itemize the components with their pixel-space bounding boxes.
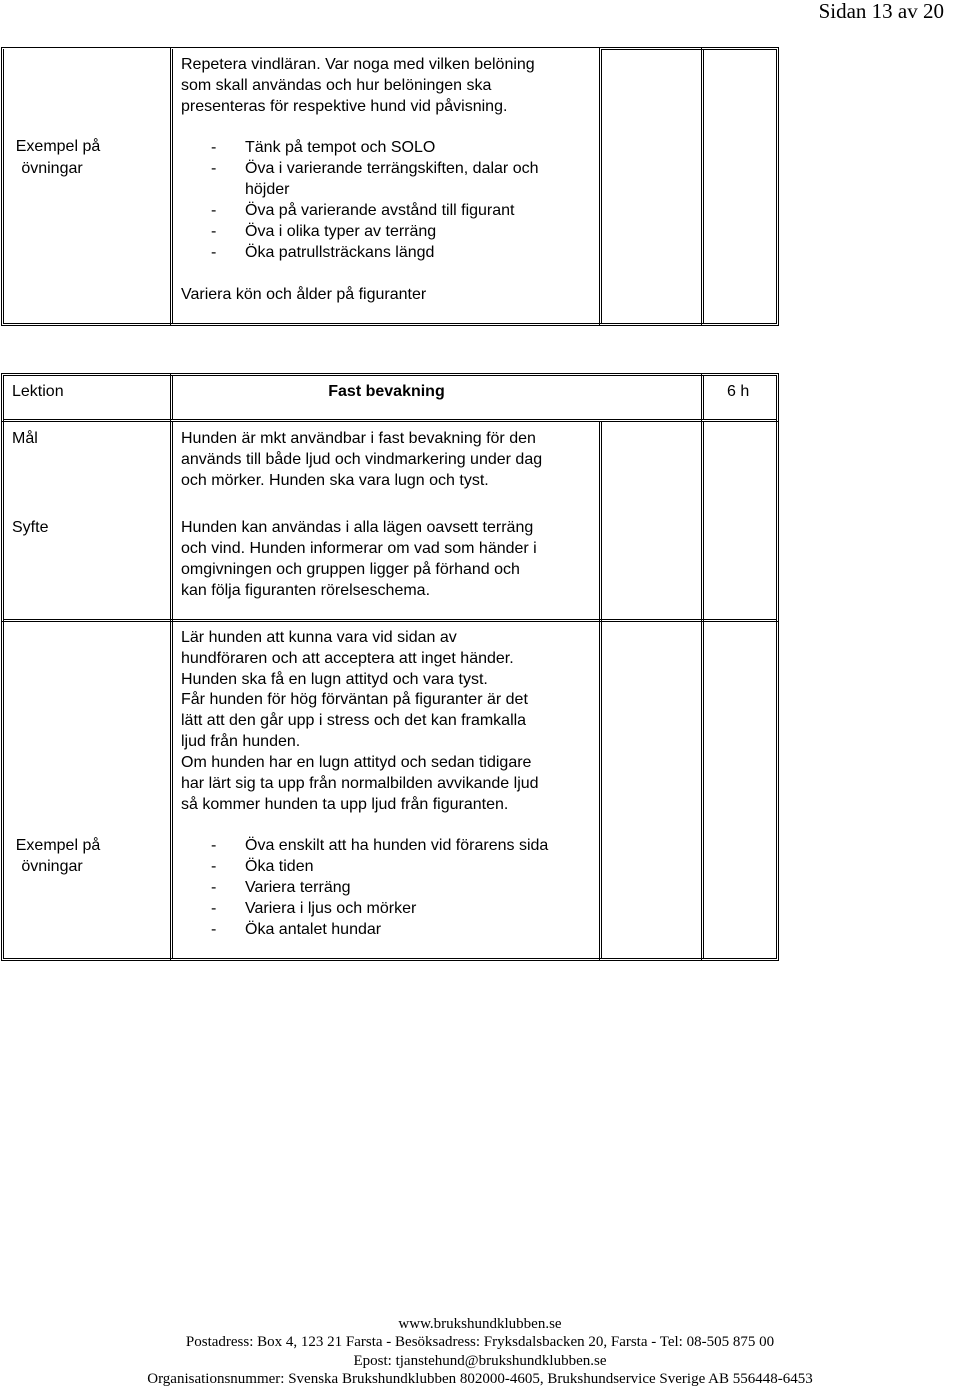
header-divider-2 bbox=[701, 373, 702, 422]
header-divider-2b bbox=[703, 375, 704, 420]
header-row-bottom-b bbox=[1, 421, 779, 422]
body-line: Om hunden har en lugn attityd och sedan tidigare bbox=[181, 754, 532, 771]
table-1-inner-bottom bbox=[3, 323, 777, 324]
body-line: Får hunden för hög förväntan på figuranter är det bbox=[181, 691, 528, 708]
body-divider-3b bbox=[703, 421, 704, 959]
table-1-inner-left bbox=[3, 49, 4, 324]
table-2-inner-bottom bbox=[3, 958, 777, 959]
table-1-col-divider-1 bbox=[170, 47, 171, 326]
row-separator bbox=[3, 619, 777, 620]
table-2-inner-right bbox=[776, 375, 777, 959]
body-line: så kommer hunden ta upp ljud från figuranten. bbox=[181, 796, 509, 813]
table-1-inner-right bbox=[776, 49, 777, 324]
syfte-line: Hunden kan användas i alla lägen oavsett terräng bbox=[181, 519, 534, 536]
footer-website: www.brukshundklubben.se bbox=[398, 1316, 562, 1332]
body-divider-2 bbox=[599, 421, 600, 961]
table-2-inner-top bbox=[3, 375, 777, 376]
mal-label: Mål bbox=[12, 430, 38, 447]
body-line: Hunden ska få en lugn attityd och vara tyst. bbox=[181, 671, 488, 688]
table-1-col-divider-2 bbox=[599, 47, 600, 326]
row-separator-b bbox=[1, 621, 779, 622]
footer-address: Postadress: Box 4, 123 21 Farsta - Besöksadress: Fryksdalsbacken 20, Farsta - Tel: 08-505 875 00 bbox=[185, 1334, 775, 1350]
exempel-label: Exempel på bbox=[15, 837, 101, 854]
lektion-label: Lektion bbox=[12, 383, 64, 400]
body-line: hundföraren och att acceptera att inget händer. bbox=[181, 650, 514, 667]
syfte-line: och vind. Hunden informerar om vad som händer i bbox=[181, 540, 537, 557]
syfte-label: Syfte bbox=[12, 519, 49, 536]
exercise-bullet-continuation: höjder bbox=[245, 181, 290, 198]
exempel-label: Exempel på bbox=[15, 138, 101, 155]
closing-line: Variera kön och ålder på figuranter bbox=[181, 286, 427, 303]
body-line: ljud från hunden. bbox=[181, 733, 301, 750]
mal-line: används till både ljud och vindmarkering under dag bbox=[181, 451, 543, 468]
body-divider-1b bbox=[172, 421, 173, 959]
intro-line: som skall användas och hur belöningen ska bbox=[181, 77, 492, 94]
table-1-col-divider-3b bbox=[703, 49, 704, 324]
syfte-line: kan följa figuranten rörelseschema. bbox=[181, 582, 431, 599]
header-divider-1 bbox=[170, 373, 171, 422]
ovningar-label: övningar bbox=[21, 160, 83, 177]
page-number: Sidan 13 av 20 bbox=[818, 0, 944, 23]
lesson-title: Fast bevakning bbox=[328, 383, 445, 400]
table-1-col-divider-2b bbox=[601, 49, 602, 324]
table-1-col-divider-1b bbox=[172, 49, 173, 324]
lesson-duration: 6 h bbox=[727, 383, 750, 400]
table-1-inner-top bbox=[601, 49, 777, 50]
body-line: Lär hunden att kunna vara vid sidan av bbox=[181, 629, 457, 646]
ovningar-label: övningar bbox=[21, 858, 83, 875]
mal-line: och mörker. Hunden ska vara lugn och tyst. bbox=[181, 472, 489, 489]
body-divider-3 bbox=[701, 421, 702, 961]
header-row-bottom bbox=[3, 419, 777, 420]
syfte-line: omgivningen och gruppen ligger på förhand och bbox=[181, 561, 520, 578]
mal-line: Hunden är mkt användbar i fast bevakning för den bbox=[181, 430, 536, 447]
body-line: lätt att den går upp i stress och det kan framkalla bbox=[181, 712, 527, 729]
intro-line: presenteras för respektive hund vid påvisning. bbox=[181, 98, 508, 115]
body-divider-1 bbox=[170, 421, 171, 961]
table-1-col-divider-3 bbox=[701, 47, 702, 326]
footer-org-number: Organisationsnummer: Svenska Brukshundklubben 802000-4605, Brukshundservice Sverige AB 556448-6453 bbox=[147, 1371, 813, 1387]
body-divider-2b bbox=[601, 421, 602, 959]
footer-email: Epost: tjanstehund@brukshundklubben.se bbox=[353, 1353, 607, 1369]
body-line: har lärt sig ta upp från normalbilden avvikande ljud bbox=[181, 775, 539, 792]
intro-line: Repetera vindläran. Var noga med vilken belöning bbox=[181, 56, 535, 73]
